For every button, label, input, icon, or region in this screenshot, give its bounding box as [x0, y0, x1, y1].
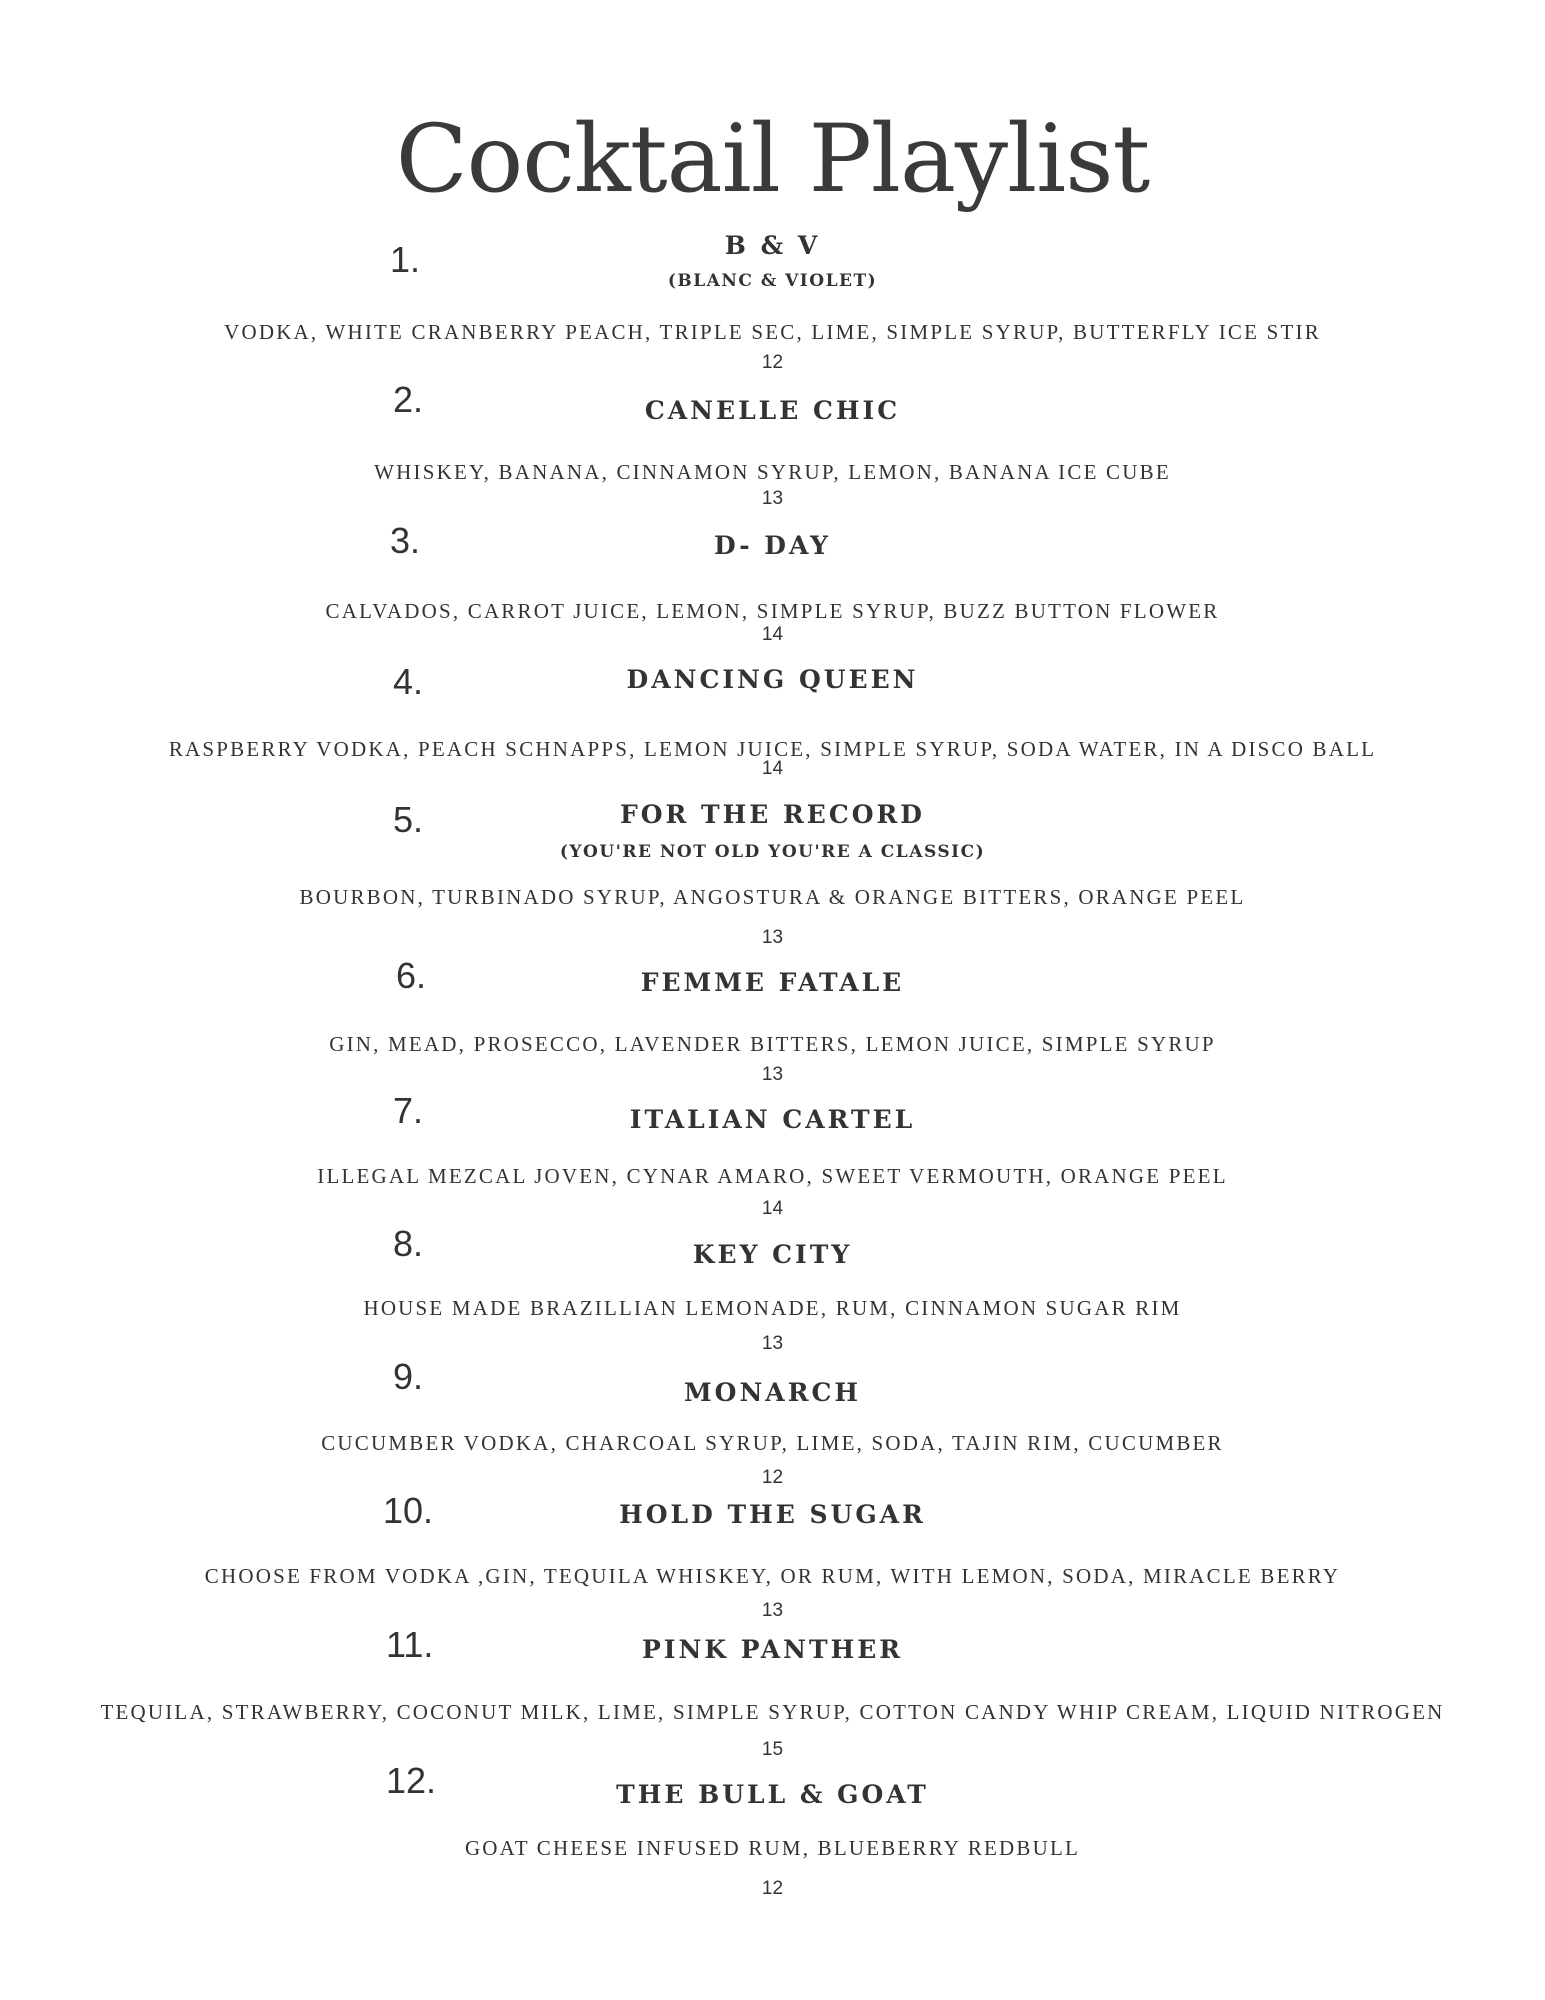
- item-number: 9.: [393, 1356, 424, 1397]
- item-number: 1.: [390, 239, 421, 280]
- cocktail-ingredients: ILLEGAL MEZCAL JOVEN, CYNAR AMARO, SWEET VERMOUTH, ORANGE PEEL: [317, 1164, 1228, 1188]
- item-number: 10.: [383, 1490, 434, 1531]
- item-number: 7.: [393, 1090, 424, 1131]
- cocktail-name: THE BULL & GOAT: [616, 1780, 929, 1809]
- cocktail-name: DANCING QUEEN: [626, 665, 919, 694]
- cocktail-ingredients: GIN, MEAD, PROSECCO, LAVENDER BITTERS, LEMON JUICE, SIMPLE SYRUP: [329, 1032, 1216, 1056]
- page-title: Cocktail Playlist: [395, 105, 1150, 214]
- cocktail-ingredients: GOAT CHEESE INFUSED RUM, BLUEBERRY REDBULL: [464, 1836, 1081, 1860]
- item-number: 8.: [393, 1223, 424, 1264]
- cocktail-ingredients: TEQUILA, STRAWBERRY, COCONUT MILK, LIME, SIMPLE SYRUP, COTTON CANDY WHIP CREAM, LIQUID NITROGEN: [100, 1700, 1445, 1724]
- cocktail-price: 14: [761, 758, 784, 779]
- cocktail-price: 15: [761, 1739, 784, 1760]
- cocktail-name: ITALIAN CARTEL: [629, 1105, 916, 1134]
- cocktail-price: 12: [761, 1878, 784, 1899]
- cocktail-name: PINK PANTHER: [641, 1635, 904, 1664]
- cocktail-ingredients: WHISKEY, BANANA, CINNAMON SYRUP, LEMON, BANANA ICE CUBE: [374, 460, 1171, 484]
- item-number: 5.: [393, 799, 424, 840]
- cocktail-price: 13: [761, 927, 784, 948]
- cocktail-ingredients: CALVADOS, CARROT JUICE, LEMON, SIMPLE SYRUP, BUZZ BUTTON FLOWER: [325, 599, 1220, 623]
- cocktail-ingredients: HOUSE MADE BRAZILLIAN LEMONADE, RUM, CINNAMON SUGAR RIM: [363, 1296, 1182, 1320]
- cocktail-ingredients: CUCUMBER VODKA, CHARCOAL SYRUP, LIME, SODA, TAJIN RIM, CUCUMBER: [321, 1431, 1224, 1455]
- cocktail-name: KEY CITY: [692, 1240, 853, 1269]
- cocktail-name: CANELLE CHIC: [644, 396, 901, 425]
- cocktail-name: B & V: [724, 231, 821, 260]
- cocktail-subtitle: (BLANC & VIOLET): [667, 271, 878, 291]
- cocktail-subtitle: (YOU'RE NOT OLD YOU'RE A CLASSIC): [559, 842, 986, 862]
- cocktail-name: FOR THE RECORD: [620, 800, 925, 829]
- item-number: 11.: [386, 1624, 434, 1665]
- item-number: 6.: [396, 955, 427, 996]
- cocktail-ingredients: BOURBON, TURBINADO SYRUP, ANGOSTURA & ORANGE BITTERS, ORANGE PEEL: [299, 885, 1246, 909]
- cocktail-price: 14: [761, 624, 784, 645]
- item-number: 12.: [386, 1760, 437, 1801]
- cocktail-name: HOLD THE SUGAR: [619, 1500, 926, 1529]
- cocktail-price: 13: [761, 1064, 784, 1085]
- item-number: 4.: [393, 661, 424, 702]
- cocktail-price: 13: [761, 488, 784, 509]
- cocktail-name: MONARCH: [684, 1378, 861, 1407]
- item-number: 2.: [393, 379, 424, 420]
- cocktail-price: 12: [761, 1467, 784, 1488]
- cocktail-price: 14: [761, 1198, 784, 1219]
- cocktail-name: D- DAY: [714, 531, 831, 560]
- cocktail-price: 12: [761, 352, 784, 373]
- cocktail-price: 13: [761, 1600, 784, 1621]
- cocktail-ingredients: RASPBERRY VODKA, PEACH SCHNAPPS, LEMON JUICE, SIMPLE SYRUP, SODA WATER, IN A DISCO BALL: [168, 737, 1377, 761]
- cocktail-ingredients: CHOOSE FROM VODKA ,GIN, TEQUILA WHISKEY, OR RUM, WITH LEMON, SODA, MIRACLE BERRY: [204, 1564, 1341, 1588]
- cocktail-ingredients: VODKA, WHITE CRANBERRY PEACH, TRIPLE SEC, LIME, SIMPLE SYRUP, BUTTERFLY ICE STIR: [224, 320, 1321, 344]
- cocktail-name: FEMME FATALE: [640, 968, 905, 997]
- item-number: 3.: [390, 520, 421, 561]
- cocktail-price: 13: [761, 1333, 784, 1354]
